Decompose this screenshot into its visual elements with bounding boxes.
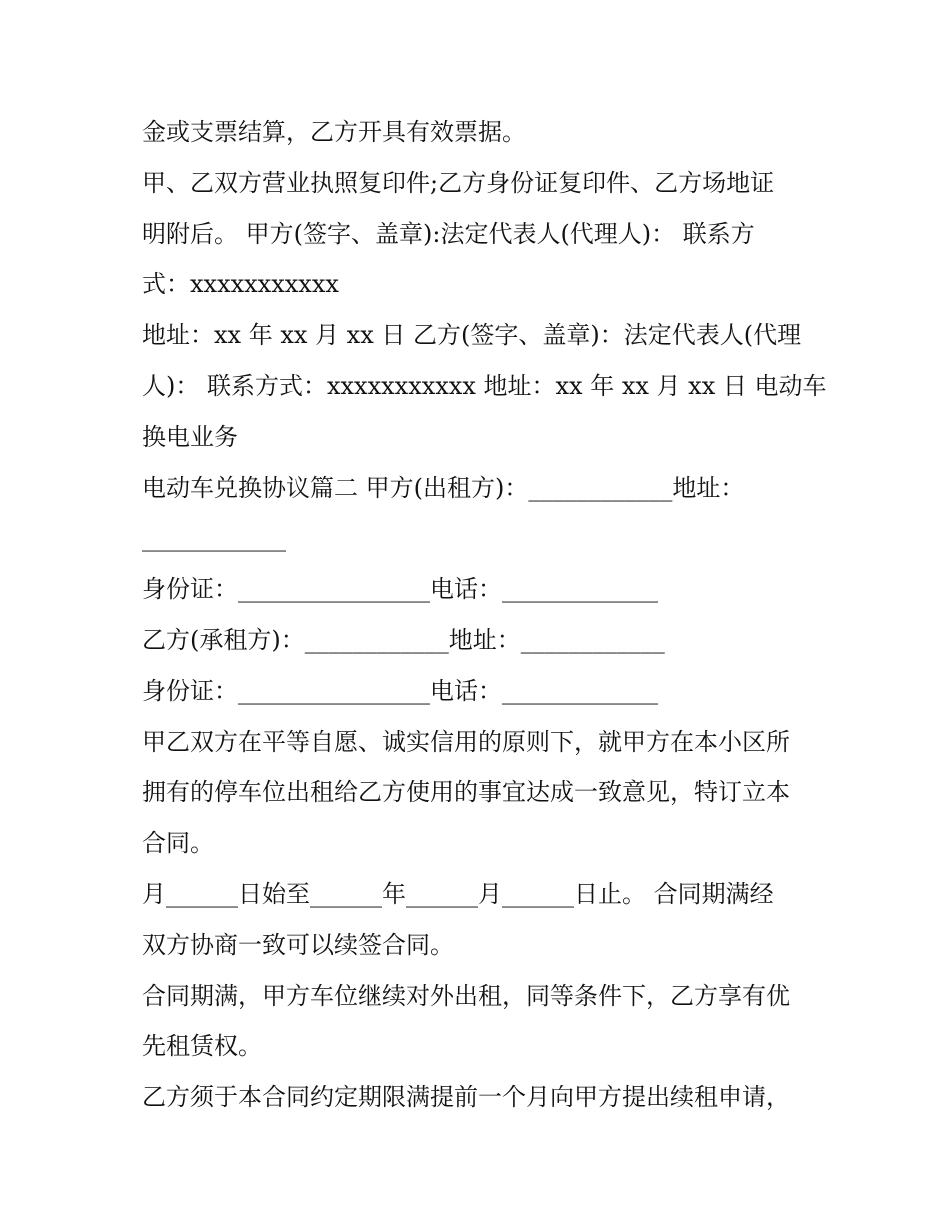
text-line: 金或支票结算，乙方开具有效票据。: [142, 118, 526, 146]
text-line: 拥有的停车位出租给乙方使用的事宜达成一致意见，特订立本: [142, 778, 790, 807]
text-line: 甲、乙双方营业执照复印件;乙方身份证复印件、乙方场地证: [142, 168, 775, 197]
text-line: 合同期满，甲方车位继续对外出租，同等条件下，乙方享有优: [142, 981, 790, 1010]
text-line: 电动车兑换协议篇二 甲方(出租方)：____________地址：: [142, 473, 745, 502]
text-line: 月______日始至______年______月______日止。 合同期满经: [142, 879, 774, 908]
text-line: 换电业务: [142, 422, 238, 451]
document-body: [142, 107, 827, 1123]
text-line: ____________: [142, 524, 286, 553]
text-line: 先租赁权。: [142, 1032, 262, 1061]
text-line: 明附后。 甲方(签字、盖章):法定代表人(代理人)： 联系方: [142, 219, 755, 248]
text-line: 乙方须于本合同约定期限满提前一个月向甲方提出续租申请，: [142, 1083, 790, 1112]
text-line: 甲乙双方在平等自愿、诚实信用的原则下，就甲方在本小区所: [142, 727, 790, 756]
text-line: 地址：xx 年 xx 月 xx 日 乙方(签字、盖章)：法定代表人(代理: [142, 321, 802, 350]
text-line: 双方协商一致可以续签合同。: [142, 930, 454, 959]
text-line: 身份证：________________电话：_____________: [142, 575, 658, 604]
text-line: 人)： 联系方式：xxxxxxxxxxx 地址：xx 年 xx 月 xx 日 电动车: [142, 371, 827, 400]
text-line: 身份证：________________电话：_____________: [142, 676, 658, 705]
text-line: 乙方(承租方)：____________地址：____________: [142, 625, 665, 654]
text-line: 式：xxxxxxxxxxx: [142, 270, 339, 299]
text-line: 合同。: [142, 829, 214, 858]
